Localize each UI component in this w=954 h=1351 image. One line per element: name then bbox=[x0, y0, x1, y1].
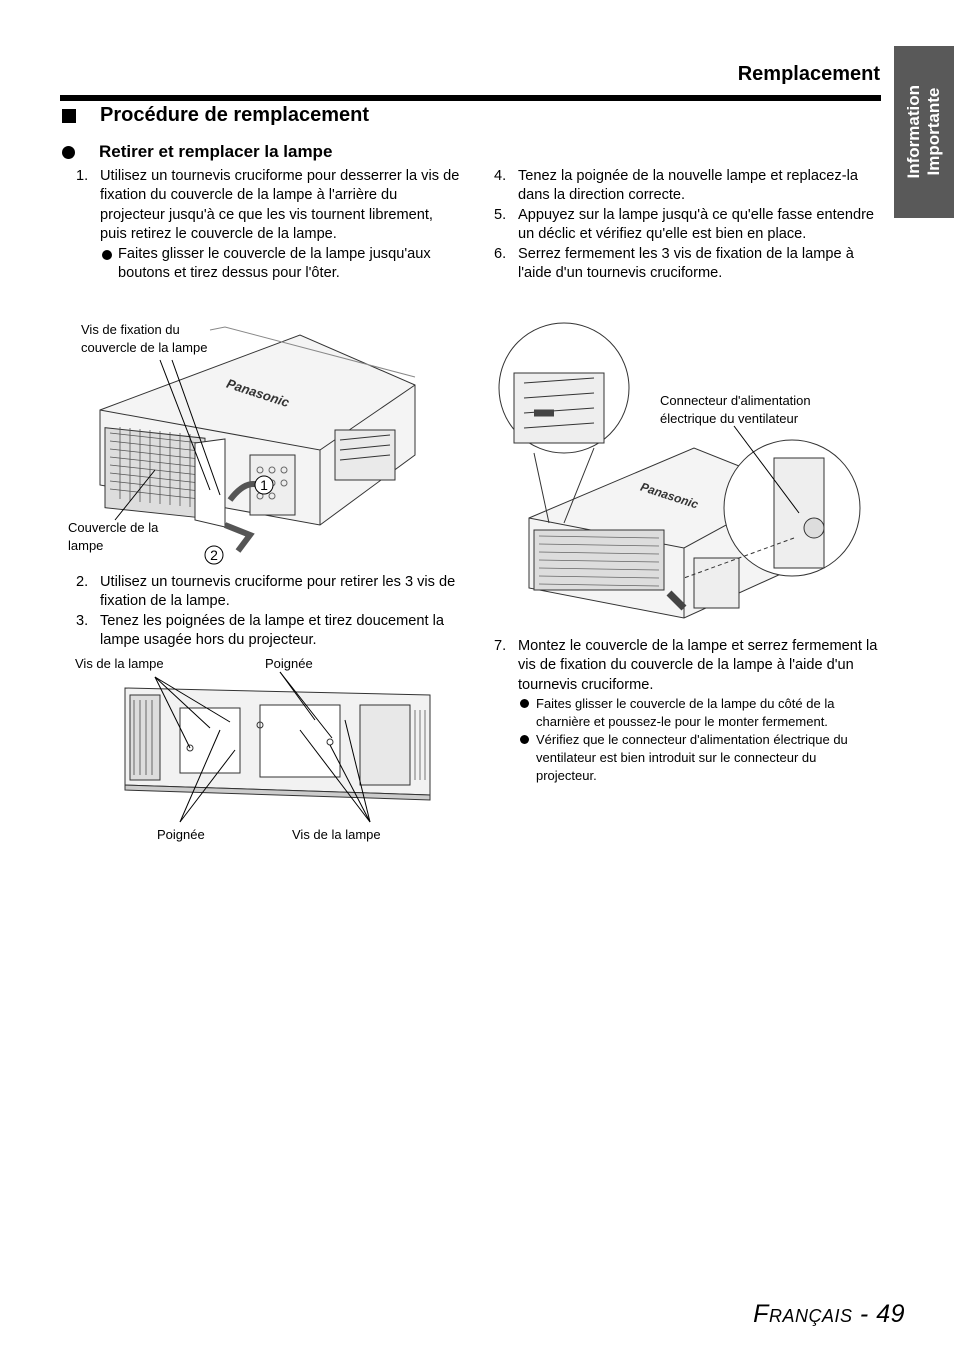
step-text: Serrez fermement les 3 vis de fixation de la lampe à l'aide d'un tournevis cruciforme. bbox=[518, 245, 854, 282]
footer-language: Français bbox=[753, 1300, 853, 1328]
step-text: Tenez les poignées de la lampe et tirez doucement la lampe usagée hors du projecteur. bbox=[100, 612, 444, 649]
step-2 bbox=[76, 573, 460, 612]
step-text: Utilisez un tournevis cruciforme pour retirer les 3 vis de fixation de la lampe. bbox=[100, 574, 456, 610]
step-number: 4. bbox=[494, 168, 507, 184]
label-cover-screw bbox=[81, 321, 207, 357]
step-number: 5. bbox=[494, 206, 507, 223]
footer-separator: - bbox=[852, 1300, 877, 1328]
step-3 bbox=[76, 612, 460, 651]
section-header-title: Remplacement bbox=[737, 63, 880, 85]
step-number: 3. bbox=[76, 612, 89, 629]
step-7 bbox=[494, 637, 880, 785]
step-text: Utilisez un tournevis cruciforme pour desserrer la vis de fixation du couvercle de la lampe à l'arrière du projecteur jusqu'à ce que les vis tournent librement, puis retirez le couvercle de la lampe. bbox=[100, 168, 460, 243]
step-number: 7. bbox=[494, 638, 507, 654]
brand-logo: Panasonic bbox=[638, 479, 701, 512]
label-fan-connector bbox=[660, 392, 811, 428]
step-text: Tenez la poignée de la nouvelle lampe et replacez-la dans la direction correcte. bbox=[518, 168, 858, 204]
step-number: 6. bbox=[494, 245, 507, 262]
header-rule bbox=[60, 95, 881, 101]
label-lamp-cover-line1: Couvercle de la bbox=[68, 520, 159, 535]
label-lamp-cover-line2: lampe bbox=[68, 538, 104, 553]
step-bullet bbox=[518, 731, 880, 785]
page-footer bbox=[753, 1300, 905, 1329]
side-tab bbox=[894, 46, 954, 218]
steps-2-3 bbox=[76, 573, 460, 651]
side-tab-line2: Importante bbox=[924, 88, 943, 176]
step-number: 2. bbox=[76, 574, 89, 590]
step-6 bbox=[494, 245, 880, 284]
figure-install-lamp bbox=[494, 318, 874, 628]
callout-2: 2 bbox=[210, 547, 218, 563]
step-bullet-text: Vérifiez que le connecteur d'alimentation électrique du ventilateur est bien introduit sur le connecteur du projecteur. bbox=[536, 732, 848, 784]
step-bullet-text: Faites glisser le couvercle de la lampe jusqu'aux boutons et tirez dessus pour l'ôter. bbox=[118, 245, 431, 282]
page-number: 49 bbox=[876, 1300, 905, 1328]
step-bullet-text: Faites glisser le couvercle de la lampe du côté de la charnière et poussez-le pour le monter fermement. bbox=[536, 696, 835, 730]
label-cover-screw-line1: Vis de fixation du bbox=[81, 322, 180, 337]
step-4 bbox=[494, 167, 880, 206]
step-bullet bbox=[518, 695, 880, 731]
step-number: 1. bbox=[76, 168, 89, 184]
step-1 bbox=[76, 167, 460, 283]
label-lamp-cover bbox=[68, 519, 158, 555]
steps-4-6 bbox=[494, 167, 880, 283]
step-5 bbox=[494, 206, 880, 245]
label-lamp-screw-top: Vis de la lampe bbox=[75, 656, 164, 671]
label-handle-bottom: Poignée bbox=[157, 827, 205, 842]
square-bullet-icon bbox=[62, 109, 76, 123]
side-tab-text bbox=[904, 85, 944, 179]
label-fan-connector-line1: Connecteur d'alimentation bbox=[660, 393, 811, 408]
subsection-title-text: Retirer et remplacer la lampe bbox=[99, 142, 333, 161]
label-lamp-screw-bottom: Vis de la lampe bbox=[292, 827, 381, 842]
step-bullet bbox=[100, 245, 460, 284]
side-tab-line1: Information bbox=[904, 85, 923, 179]
label-cover-screw-line2: couvercle de la lampe bbox=[81, 340, 208, 355]
round-bullet-icon bbox=[62, 146, 75, 159]
label-fan-connector-line2: électrique du ventilateur bbox=[660, 411, 799, 426]
section-title-text: Procédure de remplacement bbox=[100, 104, 369, 126]
section-title bbox=[62, 104, 369, 127]
figure-lamp-screws-handles bbox=[60, 650, 440, 850]
brand-logo: Panasonic bbox=[224, 375, 292, 411]
step-text: Appuyez sur la lampe jusqu'à ce qu'elle fasse entendre un déclic et vérifiez qu'elle est bien en place. bbox=[518, 206, 875, 243]
callout-1: 1 bbox=[260, 477, 268, 493]
subsection-title bbox=[62, 142, 332, 162]
label-handle-top: Poignée bbox=[265, 656, 313, 671]
step-text: Montez le couvercle de la lampe et serrez fermement la vis de fixation du couvercle de la lampe à l'aide d'un tournevis cruciforme. bbox=[518, 638, 878, 693]
